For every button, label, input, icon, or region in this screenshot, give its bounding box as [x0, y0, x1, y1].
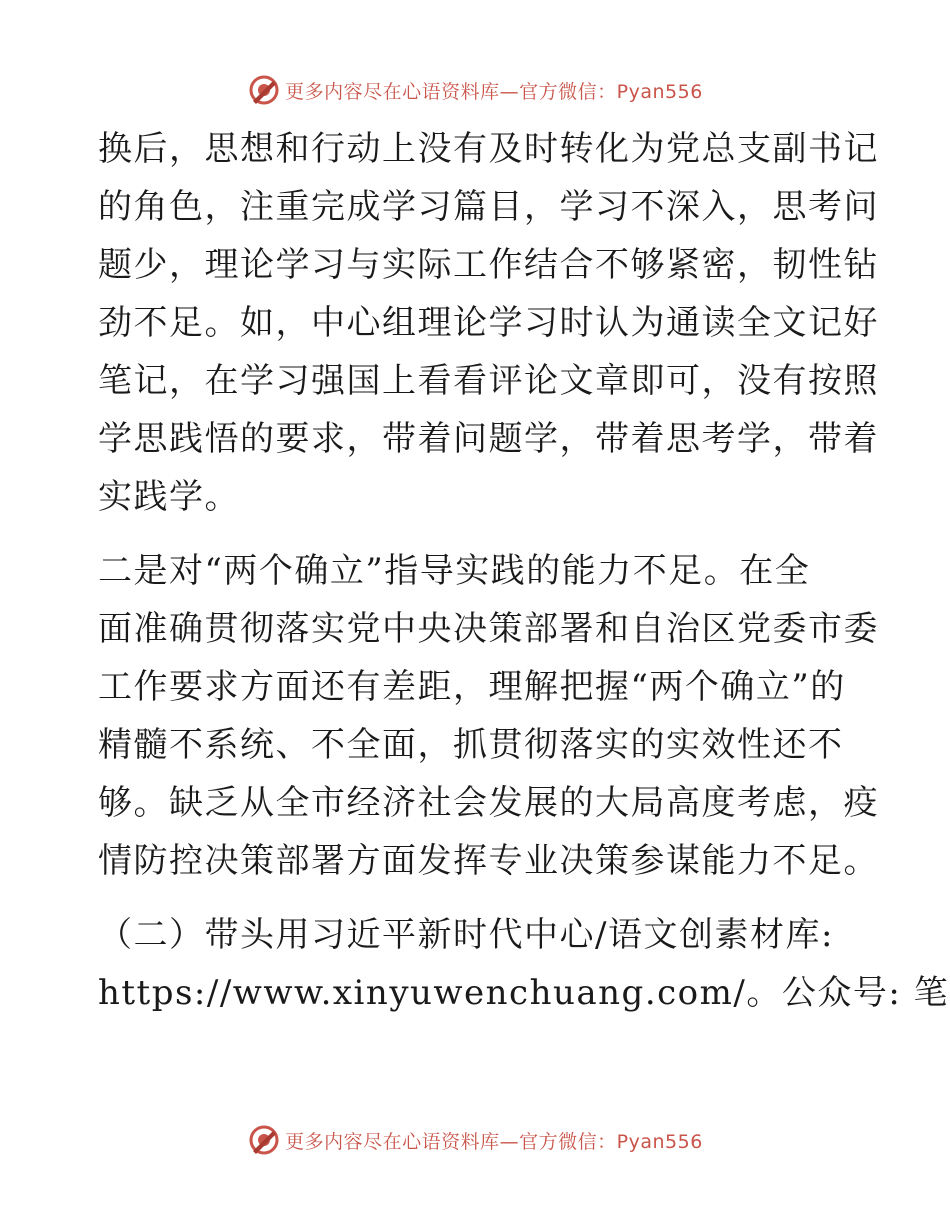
paragraph-2 — [98, 542, 879, 890]
paragraph-3 — [98, 906, 950, 1022]
footer-watermark — [0, 1120, 950, 1160]
paragraph-1 — [98, 120, 879, 526]
url-line: https://www.xinyuwenchuang.com/。公众号: 笔 — [98, 973, 950, 1013]
text-line: 换后，思想和行动上没有及时转化为党总支副书记 — [98, 129, 879, 169]
watermark-text: 更多内容尽在心语资料库—官方微信：Pyan556 — [285, 80, 703, 103]
text-line: 面准确贯彻落实党中央决策部署和自治区党委市委 — [98, 609, 879, 649]
text-line: 劲不足。如，中心组理论学习时认为通读全文记好 — [98, 303, 879, 343]
watermark-text: 更多内容尽在心语资料库—官方微信：Pyan556 — [285, 1130, 703, 1153]
text-line: 情防控决策部署方面发挥专业决策参谋能力不足。 — [98, 841, 879, 881]
text-line: 二是对“两个确立”指导实践的能力不足。在全 — [98, 551, 811, 591]
header-watermark — [0, 70, 950, 110]
text-line: 学思践悟的要求，带着问题学，带着思考学，带着 — [98, 419, 879, 459]
text-line: 的角色，注重完成学习篇目，学习不深入，思考问 — [98, 187, 879, 227]
logo-icon — [247, 1123, 281, 1157]
text-line: 精髓不系统、不全面，抓贯彻落实的实效性还不 — [98, 725, 844, 765]
text-line: 笔记，在学习强国上看看评论文章即可，没有按照 — [98, 361, 879, 401]
text-line: 题少，理论学习与实际工作结合不够紧密，韧性钻 — [98, 245, 879, 285]
text-line: （二）带头用习近平新时代中心/语文创素材库: — [98, 915, 834, 955]
logo-icon — [247, 73, 281, 107]
text-line: 工作要求方面还有差距，理解把握“两个确立”的 — [98, 667, 846, 707]
document-body — [98, 120, 950, 1022]
text-line: 实践学。 — [98, 477, 240, 517]
text-line: 够。缺乏从全市经济社会发展的大局高度考虑，疫 — [98, 783, 879, 823]
